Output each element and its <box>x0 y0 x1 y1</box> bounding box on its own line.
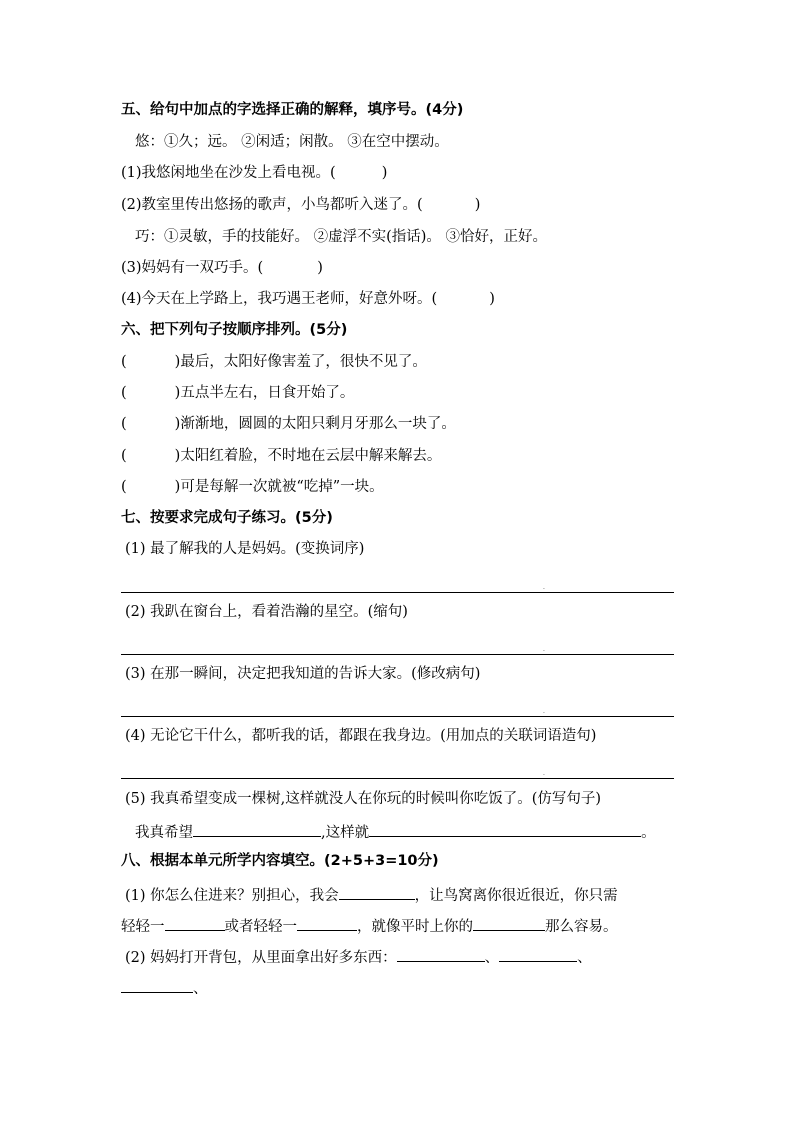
s6-item-open: ( <box>121 385 127 401</box>
s5-question-3 <box>121 258 323 278</box>
s7-answer-line-2[interactable] <box>121 654 674 655</box>
line-marker: . <box>543 646 545 653</box>
s6-item <box>121 477 384 497</box>
s5-q3-text: (3)妈妈有一双巧手。( <box>121 260 264 276</box>
s7-q5-start: 我真希望 <box>135 825 193 841</box>
s7-question-1: (1) 最了解我的人是妈妈。(变换词序) <box>125 541 365 557</box>
s8-q2-sep-3: 、 <box>193 981 208 997</box>
s5-q3-close: ) <box>317 260 323 276</box>
s7-question-3: (3) 在那一瞬间，决定把我知道的告诉大家。(修改病句) <box>125 666 481 682</box>
s6-item-open: ( <box>121 448 127 464</box>
s8-q2-text-a: (2) 妈妈打开背包，从里面拿出好多东西： <box>125 950 397 966</box>
section-5-title: 五、给句中加点的字选择正确的解释，填序号。(4分) <box>121 102 464 118</box>
s8-q1-text-d: 或者轻轻一 <box>224 919 297 935</box>
s8-q2-blank-3[interactable] <box>121 976 193 993</box>
s8-q1-text-c: 轻轻一 <box>121 919 165 935</box>
section-7-title: 七、按要求完成句子练习。(5分) <box>121 510 333 526</box>
s5-q2-text: (2)教室里传出悠扬的歌声，小鸟都听入迷了。( <box>121 197 423 213</box>
s8-question-1-line-1 <box>125 883 618 906</box>
s7-question-5: (5) 我真希望变成一棵树,这样就没人在你玩的时候叫你吃饭了。(仿写句子) <box>125 791 602 807</box>
s5-q1-close: ) <box>381 165 388 181</box>
s7-q5-blank-1[interactable] <box>193 820 321 837</box>
s7-q5-middle: ,这样就 <box>321 825 370 841</box>
s8-q2-blank-2[interactable] <box>499 945 577 962</box>
section-6-title: 六、把下列句子按顺序排列。(5分) <box>121 322 348 338</box>
s6-item-text: )五点半左右，日食开始了。 <box>174 385 355 401</box>
s5-question-1 <box>121 163 387 183</box>
s5-question-2 <box>121 195 480 215</box>
s8-q1-blank-2[interactable] <box>165 914 225 931</box>
s7-q5-end: 。 <box>641 825 656 841</box>
s5-q4-text: (4)今天在上学路上，我巧遇王老师，好意外呀。( <box>121 291 438 307</box>
s8-q1-blank-1[interactable] <box>339 883 415 900</box>
s5-q4-close: ) <box>489 291 495 307</box>
s6-item <box>121 446 441 466</box>
s8-q2-blank-1[interactable] <box>397 945 485 962</box>
s6-item-open: ( <box>121 479 127 495</box>
s6-item-text: )最后，太阳好像害羞了，很快不见了。 <box>174 354 427 370</box>
s8-q1-blank-3[interactable] <box>297 914 357 931</box>
s7-answer-line-1[interactable] <box>121 592 674 593</box>
line-marker: . <box>543 584 545 591</box>
s6-item <box>121 383 354 403</box>
line-marker: . <box>543 708 545 715</box>
s6-item <box>121 352 427 372</box>
s6-item <box>121 414 456 434</box>
s8-q1-text-e: ，就像平时上你的 <box>357 919 473 935</box>
s6-item-open: ( <box>121 416 127 432</box>
s5-q1-text: (1)我悠闲地坐在沙发上看电视。( <box>121 165 336 181</box>
s8-question-2-line-2 <box>121 976 208 999</box>
s8-q1-text-b: ，让鸟窝离你很近很近，你只需 <box>414 888 618 904</box>
s8-q1-blank-4[interactable] <box>473 914 545 931</box>
you-definitions: 悠：①久；远。 ②闲适；闲散。 ③在空中摆动。 <box>135 134 449 150</box>
s7-question-2: (2) 我趴在窗台上，看着浩瀚的星空。(缩句) <box>125 604 408 620</box>
section-8-title: 八、根据本单元所学内容填空。(2+5+3=10分) <box>121 853 439 869</box>
s8-q2-sep-2: 、 <box>577 950 592 966</box>
s8-q1-text-a: (1) 你怎么住进来？别担心，我会 <box>125 888 339 904</box>
s7-q5-imitation <box>135 820 656 843</box>
qiao-definitions: 巧：①灵敏，手的技能好。 ②虚浮不实(指话)。 ③恰好，正好。 <box>135 229 548 245</box>
s8-question-2-line-1 <box>125 945 592 968</box>
s5-q2-close: ) <box>474 197 481 213</box>
s6-item-text: )太阳红着脸，不时地在云层中解来解去。 <box>174 448 442 464</box>
s6-item-text: )渐渐地，圆圆的太阳只剩月牙那么一块了。 <box>174 416 456 432</box>
s8-q1-text-f: 那么容易。 <box>545 919 618 935</box>
line-marker: . <box>543 770 545 777</box>
s7-question-4: (4) 无论它干什么，都听我的话，都跟在我身边。(用加点的关联词语造句) <box>125 728 597 744</box>
s7-answer-line-4[interactable] <box>121 778 674 779</box>
s8-question-1-line-2 <box>121 914 618 937</box>
s6-item-open: ( <box>121 354 127 370</box>
s6-item-text: )可是每解一次就被“吃掉”一块。 <box>174 479 384 495</box>
s7-answer-line-3[interactable] <box>121 716 674 717</box>
s8-q2-sep-1: 、 <box>484 950 500 966</box>
s5-question-4 <box>121 289 495 309</box>
s7-q5-blank-2[interactable] <box>369 820 641 837</box>
